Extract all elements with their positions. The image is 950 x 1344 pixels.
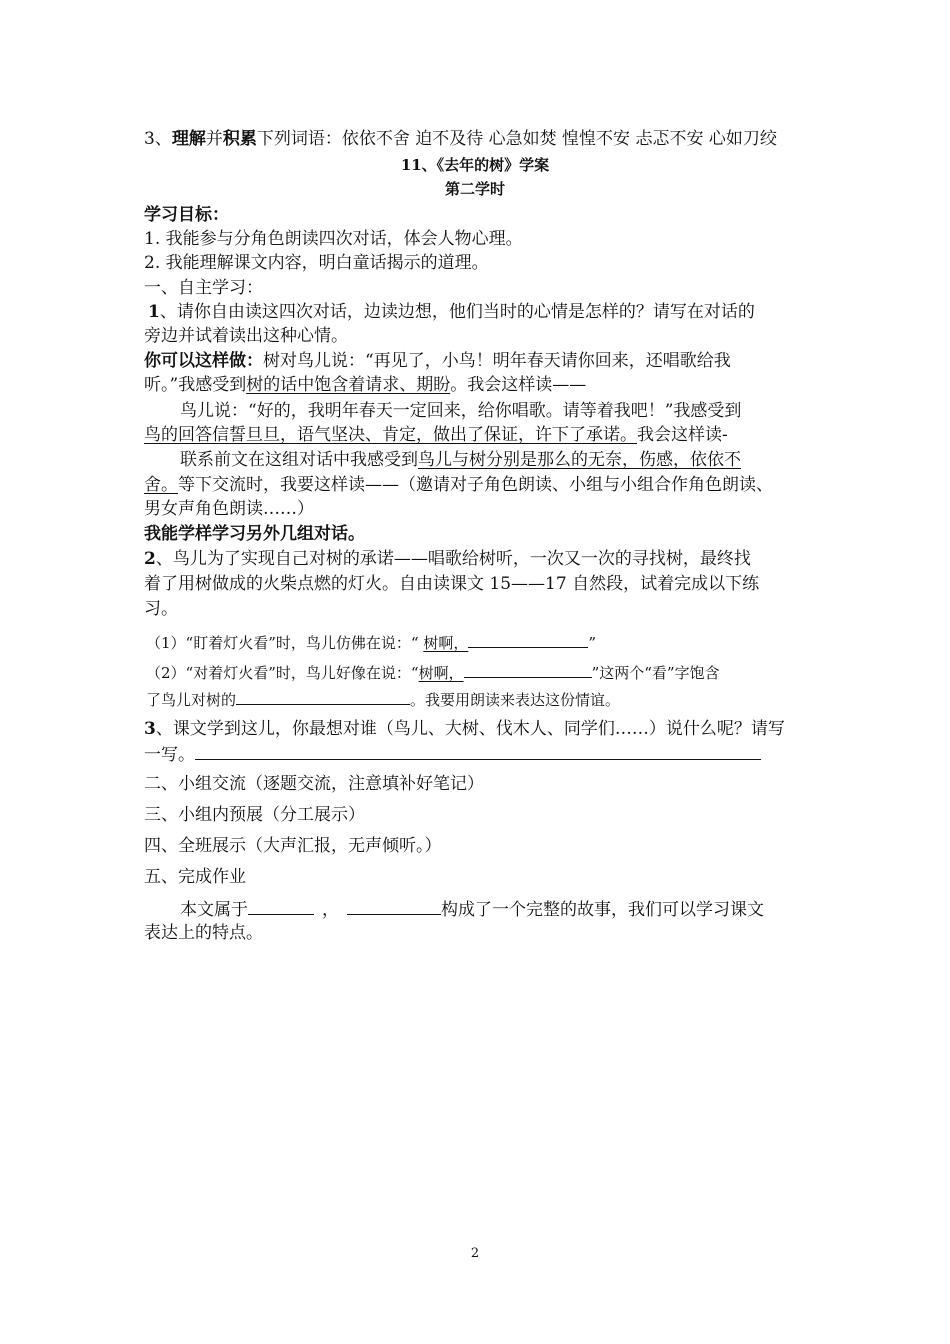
vocab-words: 下列词语：依依不舍 迫不及待 心急如焚 惶惶不安 忐忑不安 心如刀绞 <box>256 129 777 149</box>
practice-2-line-1 <box>146 661 720 684</box>
practice-2-underlined: 树啊， <box>418 664 464 682</box>
goals-heading: 学习目标： <box>144 205 229 225</box>
question-2-line-2: 着了用树做成的火柴点燃的灯火。自由读课文 15——17 自然段，试着完成以下练 <box>144 574 760 594</box>
goal-2: 2. 我能理解课文内容，明白童话揭示的道理。 <box>144 253 489 273</box>
link-line-2 <box>144 474 773 496</box>
homework-text-b: ， <box>322 900 339 920</box>
question-2-line-3: 习。 <box>144 599 178 619</box>
question-1-line-2: 旁边并试着读出这种心情。 <box>144 326 348 346</box>
practice-2-text-b: ”这两个“看”字饱含 <box>591 664 720 682</box>
question-2-text: 、鸟儿为了实现自己对树的承诺——唱歌给树听，一次又一次的寻找树，最终找 <box>155 549 751 569</box>
link-text-2b: 等下交流时，我要这样读——（邀请对子角色朗读、小组与小组合作角色朗读、 <box>178 475 773 495</box>
example-text-2a: 听。”我感受到 <box>144 375 247 395</box>
practice-1-end: ” <box>588 634 597 652</box>
question-2-line-1 <box>144 548 751 570</box>
question-2-number: 2 <box>144 549 156 569</box>
section-1-heading: 一、自主学习： <box>144 278 263 298</box>
vocab-prefix: 3、 <box>144 129 172 149</box>
doc-title: 11、《去年的树》学案 <box>400 156 550 174</box>
practice-1 <box>146 631 596 654</box>
homework-text-a: 本文属于 <box>180 900 248 920</box>
practice-2-blank-2[interactable] <box>236 688 410 705</box>
practice-1-text: （1）“盯着灯火看”时，鸟儿仿佛在说：“ <box>146 634 424 652</box>
section-2-heading: 二、小组交流（逐题交流，注意填补好笔记） <box>144 774 484 794</box>
link-line-1 <box>180 449 741 471</box>
question-3-number: 3 <box>144 719 156 739</box>
doc-subtitle: 第二学时 <box>444 180 505 198</box>
link-underlined-2: 舍。 <box>144 475 178 495</box>
example-line-2 <box>144 374 586 396</box>
question-1-line-1 <box>148 301 755 323</box>
bird-text-2b: 我会这样读- <box>637 425 728 445</box>
practice-1-underlined: 树啊， <box>423 634 469 652</box>
homework-blank-1[interactable] <box>248 898 314 915</box>
section-4-heading: 四、全班展示（大声汇报，无声倾听。） <box>144 836 442 856</box>
bird-line-2 <box>144 424 728 446</box>
question-3-blank[interactable] <box>195 743 761 760</box>
question-1-text: 、请你自由读这四次对话，边读边想，他们当时的心情是怎样的？请写在对话的 <box>159 302 755 322</box>
practice-2-text: （2）“对着灯火看”时，鸟儿好像在说：“ <box>146 664 419 682</box>
homework-text-c: 构成了一个完整的故事，我们可以学习课文 <box>441 900 764 920</box>
section-5-heading: 五、完成作业 <box>144 867 246 887</box>
question-3-line-2 <box>144 743 761 766</box>
vocab-bold-1: 理解 <box>171 129 206 149</box>
question-3-text: 、课文学到这儿，你最想对谁（鸟儿、大树、伐木人、同学们……）说什么呢？请写 <box>155 719 785 739</box>
practice-2-text-2b: 。我要用朗读来表达这份情谊。 <box>410 691 621 709</box>
section-3-heading: 三、小组内预展（分工展示） <box>144 805 365 825</box>
vocab-bold-2: 积累 <box>222 129 257 149</box>
question-3-text-2: 一写。 <box>144 745 195 765</box>
bird-line-1: 鸟儿说：“好的，我明年春天一定回来，给你唱歌。请等着我吧！”我感受到 <box>180 401 742 421</box>
link-underlined-1: 鸟儿与树分别是那么的无奈，伤感，依依不 <box>418 450 741 470</box>
practice-2-text-2a: 了鸟儿对树的 <box>146 691 237 709</box>
link-line-3: 男女声角色朗读……） <box>144 499 314 519</box>
practice-2-line-2 <box>146 688 620 711</box>
homework-line-2: 表达上的特点。 <box>144 923 263 943</box>
goal-1: 1. 我能参与分角色朗读四次对话，体会人物心理。 <box>144 229 523 249</box>
vocab-mid: 并 <box>205 129 223 149</box>
link-text-1a: 联系前文在这组对话中我感受到 <box>180 450 418 470</box>
practice-2-blank[interactable] <box>464 661 592 678</box>
example-text-2b: 。我会这样读—— <box>450 375 587 395</box>
example-line-1 <box>144 350 731 372</box>
homework-blank-2[interactable] <box>347 898 441 915</box>
learn-more: 我能学样学习另外几组对话。 <box>144 524 365 544</box>
vocab-line <box>144 128 777 150</box>
example-text: 树对鸟儿说：“再见了，小鸟！明年春天请你回来，还唱歌给我 <box>263 351 731 371</box>
bird-underlined: 鸟的回答信誓旦旦，语气坚决、肯定，做出了保证，许下了承诺。 <box>144 425 637 445</box>
question-3-line-1 <box>144 718 785 740</box>
question-1-number: 1 <box>148 302 160 322</box>
practice-1-blank[interactable] <box>468 631 588 648</box>
example-label: 你可以这样做： <box>144 351 263 371</box>
example-underlined: 树的话中饱含着请求、期盼 <box>246 375 451 395</box>
homework-line-1 <box>180 898 764 921</box>
page-number: 2 <box>470 1246 480 1261</box>
